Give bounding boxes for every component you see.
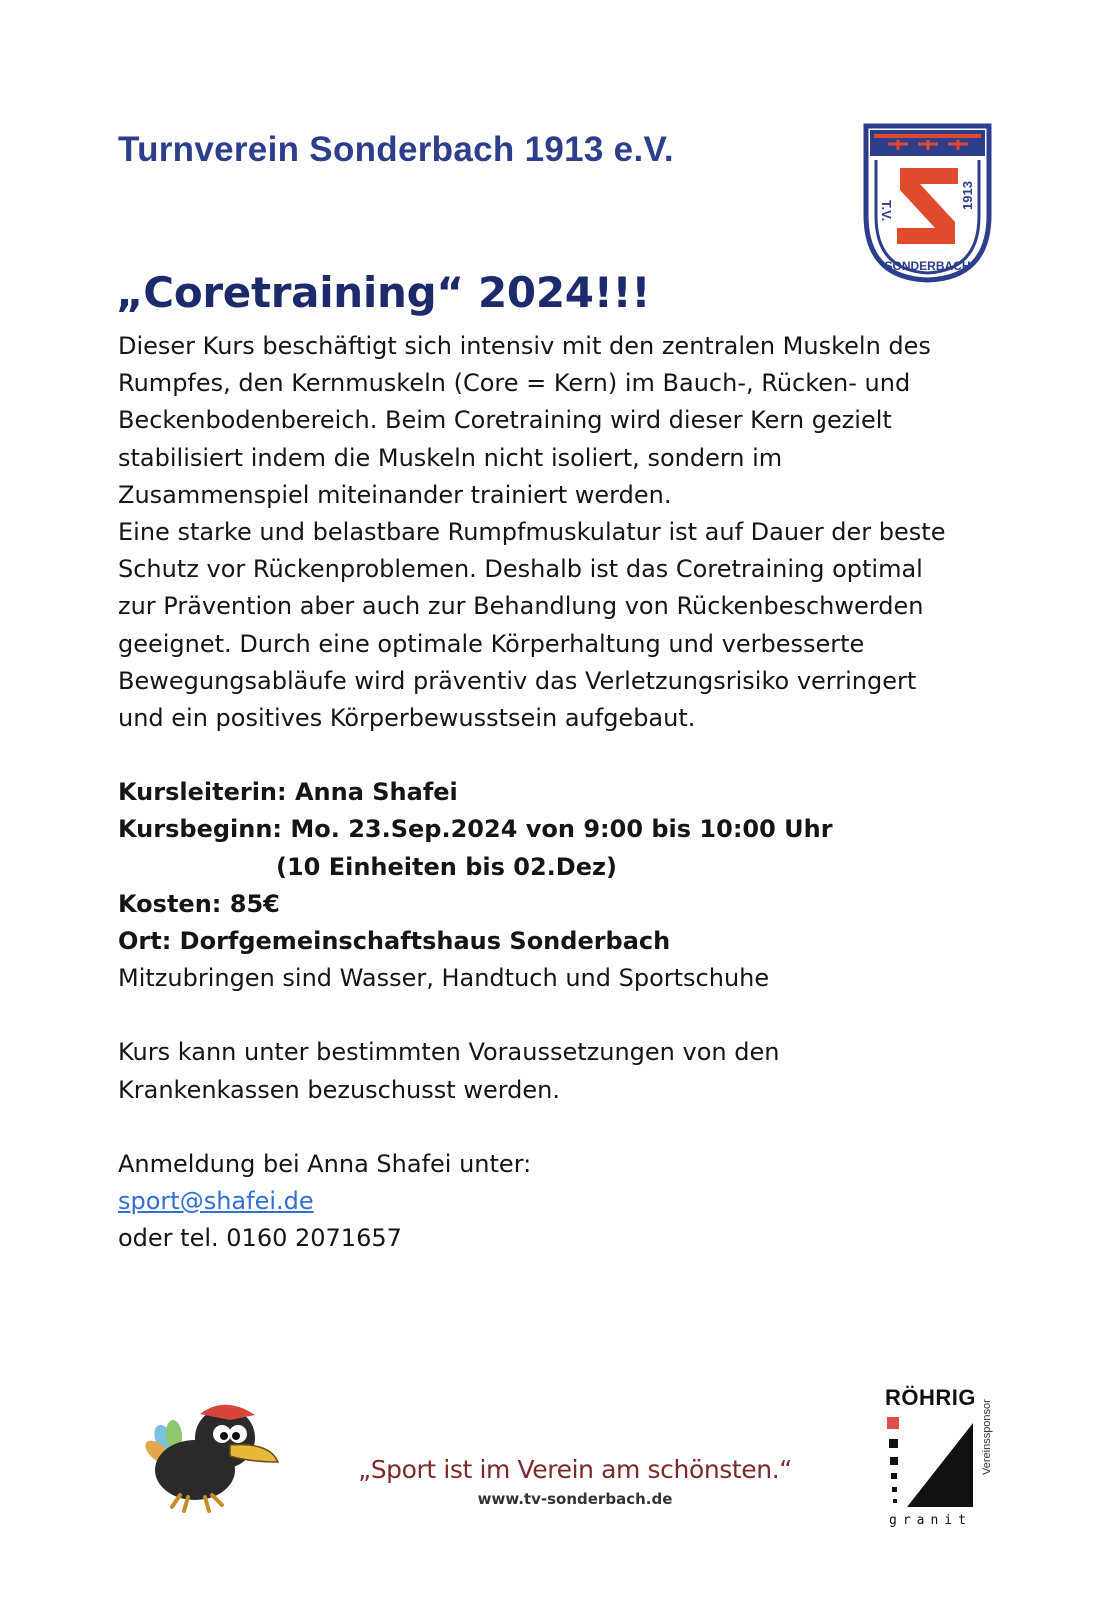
sponsor-triangle-icon xyxy=(885,1415,975,1510)
club-crest-logo xyxy=(860,120,995,285)
description-line: Dieser Kurs beschäftigt sich intensiv mit den zentralen Muskeln des xyxy=(118,332,931,360)
description-line: zur Prävention aber auch zur Behandlung von Rückenbeschwerden xyxy=(118,592,924,621)
club-website: www.tv-sonderbach.de xyxy=(477,1490,673,1508)
sponsor-logo xyxy=(885,1385,1025,1535)
flyer-body xyxy=(118,328,1018,1257)
crest-text-left: T.V. xyxy=(879,200,894,222)
contact-section xyxy=(118,1146,1018,1258)
sponsor-subtitle: granit xyxy=(889,1513,972,1528)
course-start: Kursbeginn: Mo. 23.Sep.2024 von 9:00 bis 10:00 Uhr xyxy=(118,815,833,844)
description-line: Beckenbodenbereich. Beim Coretraining wird dieser Kern gezielt xyxy=(118,406,892,435)
description-line: Bewegungsabläufe wird präventiv das Verletzungsrisiko verringert xyxy=(118,666,917,695)
crest-text-bottom: SONDERBACH xyxy=(884,259,971,273)
contact-intro: Anmeldung bei Anna Shafei unter: xyxy=(118,1149,532,1178)
description-line: Zusammenspiel miteinander trainiert werden. xyxy=(118,480,672,509)
club-slogan xyxy=(355,1455,795,1508)
description-line: Eine starke und belastbare Rumpfmuskulatur ist auf Dauer der beste xyxy=(118,518,946,547)
description-line: Rumpfes, den Kernmuskeln (Core = Kern) im Bauch-, Rücken- und xyxy=(118,369,911,398)
club-name: Turnverein Sonderbach 1913 e.V. xyxy=(118,130,674,169)
contact-phone: oder tel. 0160 2071657 xyxy=(118,1224,402,1253)
description-line: stabilisiert indem die Muskeln nicht isoliert, sondern im xyxy=(118,443,783,472)
description-line: geeignet. Durch eine optimale Körperhaltung und verbesserte xyxy=(118,629,865,658)
insurance-line: Kurs kann unter bestimmten Voraussetzungen von den xyxy=(118,1038,780,1067)
spacer xyxy=(118,1109,1018,1146)
description-line: und ein positives Körperbewusstsein aufgebaut. xyxy=(118,704,696,733)
raven-mascot-icon xyxy=(130,1390,280,1515)
sponsor-name: RÖHRIG xyxy=(885,1385,976,1410)
spacer xyxy=(118,997,1018,1034)
insurance-note xyxy=(118,1034,1018,1108)
description-line: Schutz vor Rückenproblemen. Deshalb ist das Coretraining optimal xyxy=(118,555,923,584)
course-bring-items: Mitzubringen sind Wasser, Handtuch und Sportschuhe xyxy=(118,964,770,993)
course-title: „Coretraining“ 2024!!! xyxy=(116,268,651,317)
insurance-line: Krankenkassen bezuschusst werden. xyxy=(118,1075,560,1104)
course-units: (10 Einheiten bis 02.Dez) xyxy=(276,852,617,881)
slogan-text: „Sport ist im Verein am schönsten.“ xyxy=(358,1455,792,1484)
sponsor-label: Vereinssponsor xyxy=(981,1399,993,1475)
course-description xyxy=(118,328,1018,737)
course-location: Ort: Dorfgemeinschaftshaus Sonderbach xyxy=(118,927,671,956)
spacer xyxy=(118,737,1018,774)
course-details xyxy=(118,774,1018,997)
contact-email-link[interactable]: sport@shafei.de xyxy=(118,1187,314,1216)
crest-year: 1913 xyxy=(960,181,975,210)
course-leader: Kursleiterin: Anna Shafei xyxy=(118,778,458,807)
course-cost: Kosten: 85€ xyxy=(118,889,280,918)
